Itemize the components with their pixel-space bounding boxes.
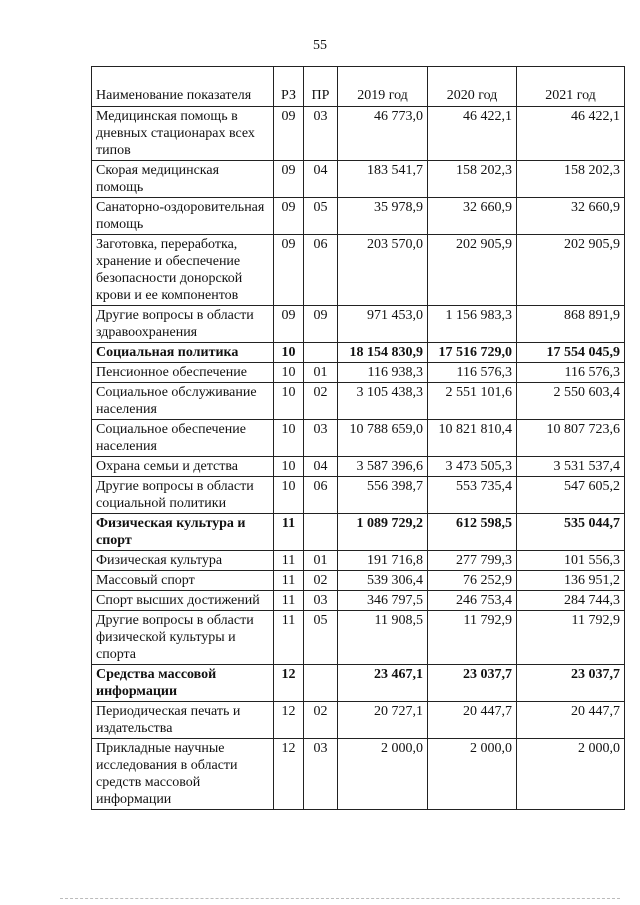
table-row	[92, 457, 625, 477]
rz-code-cell: 09	[274, 235, 304, 306]
value-2020-cell: 116 576,3	[428, 363, 517, 383]
indicator-name-cell: Социальное обслуживание населения	[92, 383, 274, 420]
indicator-name-cell: Социальное обеспечение населения	[92, 420, 274, 457]
pr-code-cell: 05	[304, 611, 338, 665]
value-2020-cell: 3 473 505,3	[428, 457, 517, 477]
rz-code-cell: 10	[274, 343, 304, 363]
value-2020-cell: 2 000,0	[428, 739, 517, 810]
rz-code-cell: 12	[274, 665, 304, 702]
header-year-2020: 2020 год	[428, 67, 517, 107]
indicator-name-cell: Скорая медицинская помощь	[92, 161, 274, 198]
value-2020-cell: 23 037,7	[428, 665, 517, 702]
value-2021-cell: 116 576,3	[517, 363, 625, 383]
value-2019-cell: 556 398,7	[338, 477, 428, 514]
value-2019-cell: 11 908,5	[338, 611, 428, 665]
table-row	[92, 383, 625, 420]
section-total-row	[92, 665, 625, 702]
pr-code-cell: 06	[304, 477, 338, 514]
value-2020-cell: 612 598,5	[428, 514, 517, 551]
value-2021-cell: 17 554 045,9	[517, 343, 625, 363]
pr-code-cell: 04	[304, 161, 338, 198]
table-row	[92, 611, 625, 665]
indicator-name-cell: Медицинская помощь в дневных стационарах всех типов	[92, 107, 274, 161]
table-row	[92, 107, 625, 161]
value-2021-cell: 10 807 723,6	[517, 420, 625, 457]
rz-code-cell: 11	[274, 611, 304, 665]
value-2021-cell: 202 905,9	[517, 235, 625, 306]
value-2019-cell: 18 154 830,9	[338, 343, 428, 363]
pr-code-cell: 03	[304, 739, 338, 810]
rz-code-cell: 11	[274, 591, 304, 611]
table-row	[92, 571, 625, 591]
value-2021-cell: 101 556,3	[517, 551, 625, 571]
value-2019-cell: 116 938,3	[338, 363, 428, 383]
rz-code-cell: 10	[274, 363, 304, 383]
value-2019-cell: 1 089 729,2	[338, 514, 428, 551]
pr-code-cell: 05	[304, 198, 338, 235]
indicator-name-cell: Физическая культура	[92, 551, 274, 571]
value-2019-cell: 191 716,8	[338, 551, 428, 571]
value-2021-cell: 158 202,3	[517, 161, 625, 198]
value-2021-cell: 868 891,9	[517, 306, 625, 343]
indicator-name-cell: Заготовка, переработка, хранение и обеспечение безопасности донорской крови и ее компонентов	[92, 235, 274, 306]
table-row	[92, 198, 625, 235]
pr-code-cell: 06	[304, 235, 338, 306]
value-2021-cell: 136 951,2	[517, 571, 625, 591]
section-total-row	[92, 514, 625, 551]
pr-code-cell: 02	[304, 571, 338, 591]
value-2019-cell: 539 306,4	[338, 571, 428, 591]
table-row	[92, 551, 625, 571]
value-2019-cell: 2 000,0	[338, 739, 428, 810]
table-row	[92, 161, 625, 198]
indicator-name-cell: Другие вопросы в области здравоохранения	[92, 306, 274, 343]
value-2021-cell: 547 605,2	[517, 477, 625, 514]
value-2019-cell: 3 105 438,3	[338, 383, 428, 420]
value-2020-cell: 2 551 101,6	[428, 383, 517, 420]
value-2019-cell: 971 453,0	[338, 306, 428, 343]
value-2020-cell: 17 516 729,0	[428, 343, 517, 363]
indicator-name-cell: Санаторно-оздоровительная помощь	[92, 198, 274, 235]
rz-code-cell: 10	[274, 477, 304, 514]
value-2020-cell: 11 792,9	[428, 611, 517, 665]
indicator-name-cell: Периодическая печать и издательства	[92, 702, 274, 739]
rz-code-cell: 12	[274, 739, 304, 810]
rz-code-cell: 09	[274, 198, 304, 235]
value-2020-cell: 158 202,3	[428, 161, 517, 198]
value-2021-cell: 23 037,7	[517, 665, 625, 702]
table-row	[92, 739, 625, 810]
table-body	[92, 107, 625, 810]
value-2020-cell: 20 447,7	[428, 702, 517, 739]
rz-code-cell: 09	[274, 161, 304, 198]
pr-code-cell: 02	[304, 702, 338, 739]
value-2020-cell: 10 821 810,4	[428, 420, 517, 457]
pr-code-cell: 01	[304, 551, 338, 571]
pr-code-cell: 01	[304, 363, 338, 383]
header-pr: ПР	[304, 67, 338, 107]
value-2021-cell: 284 744,3	[517, 591, 625, 611]
rz-code-cell: 11	[274, 571, 304, 591]
table-row	[92, 420, 625, 457]
pr-code-cell: 04	[304, 457, 338, 477]
pr-code-cell: 03	[304, 420, 338, 457]
value-2019-cell: 203 570,0	[338, 235, 428, 306]
pr-code-cell	[304, 514, 338, 551]
value-2020-cell: 1 156 983,3	[428, 306, 517, 343]
value-2021-cell: 535 044,7	[517, 514, 625, 551]
header-indicator-name: Наименование показателя	[92, 67, 274, 107]
table-row	[92, 306, 625, 343]
value-2020-cell: 76 252,9	[428, 571, 517, 591]
page-bottom-edge	[60, 898, 620, 899]
page-number: 55	[313, 38, 327, 53]
header-year-2019: 2019 год	[338, 67, 428, 107]
budget-table	[91, 66, 625, 810]
indicator-name-cell: Прикладные научные исследования в области средств массовой информации	[92, 739, 274, 810]
value-2019-cell: 346 797,5	[338, 591, 428, 611]
value-2021-cell: 20 447,7	[517, 702, 625, 739]
rz-code-cell: 11	[274, 551, 304, 571]
value-2020-cell: 277 799,3	[428, 551, 517, 571]
value-2019-cell: 23 467,1	[338, 665, 428, 702]
value-2021-cell: 46 422,1	[517, 107, 625, 161]
indicator-name-cell: Пенсионное обеспечение	[92, 363, 274, 383]
value-2021-cell: 2 550 603,4	[517, 383, 625, 420]
table-row	[92, 591, 625, 611]
table-row	[92, 363, 625, 383]
rz-code-cell: 10	[274, 383, 304, 420]
indicator-name-cell: Физическая культура и спорт	[92, 514, 274, 551]
section-total-row	[92, 343, 625, 363]
value-2020-cell: 46 422,1	[428, 107, 517, 161]
value-2019-cell: 3 587 396,6	[338, 457, 428, 477]
rz-code-cell: 11	[274, 514, 304, 551]
table-header-row	[92, 67, 625, 107]
indicator-name-cell: Массовый спорт	[92, 571, 274, 591]
value-2021-cell: 3 531 537,4	[517, 457, 625, 477]
value-2019-cell: 183 541,7	[338, 161, 428, 198]
pr-code-cell	[304, 665, 338, 702]
indicator-name-cell: Другие вопросы в области социальной политики	[92, 477, 274, 514]
value-2020-cell: 246 753,4	[428, 591, 517, 611]
value-2019-cell: 35 978,9	[338, 198, 428, 235]
value-2020-cell: 202 905,9	[428, 235, 517, 306]
header-year-2021: 2021 год	[517, 67, 625, 107]
value-2021-cell: 11 792,9	[517, 611, 625, 665]
value-2020-cell: 32 660,9	[428, 198, 517, 235]
rz-code-cell: 09	[274, 107, 304, 161]
pr-code-cell: 09	[304, 306, 338, 343]
value-2019-cell: 10 788 659,0	[338, 420, 428, 457]
value-2019-cell: 46 773,0	[338, 107, 428, 161]
pr-code-cell: 03	[304, 107, 338, 161]
table-row	[92, 235, 625, 306]
indicator-name-cell: Охрана семьи и детства	[92, 457, 274, 477]
rz-code-cell: 09	[274, 306, 304, 343]
table-row	[92, 477, 625, 514]
rz-code-cell: 12	[274, 702, 304, 739]
value-2021-cell: 32 660,9	[517, 198, 625, 235]
pr-code-cell: 03	[304, 591, 338, 611]
value-2019-cell: 20 727,1	[338, 702, 428, 739]
rz-code-cell: 10	[274, 457, 304, 477]
pr-code-cell	[304, 343, 338, 363]
indicator-name-cell: Спорт высших достижений	[92, 591, 274, 611]
rz-code-cell: 10	[274, 420, 304, 457]
value-2021-cell: 2 000,0	[517, 739, 625, 810]
header-rz: РЗ	[274, 67, 304, 107]
indicator-name-cell: Социальная политика	[92, 343, 274, 363]
pr-code-cell: 02	[304, 383, 338, 420]
table-row	[92, 702, 625, 739]
indicator-name-cell: Средства массовой информации	[92, 665, 274, 702]
indicator-name-cell: Другие вопросы в области физической культуры и спорта	[92, 611, 274, 665]
value-2020-cell: 553 735,4	[428, 477, 517, 514]
